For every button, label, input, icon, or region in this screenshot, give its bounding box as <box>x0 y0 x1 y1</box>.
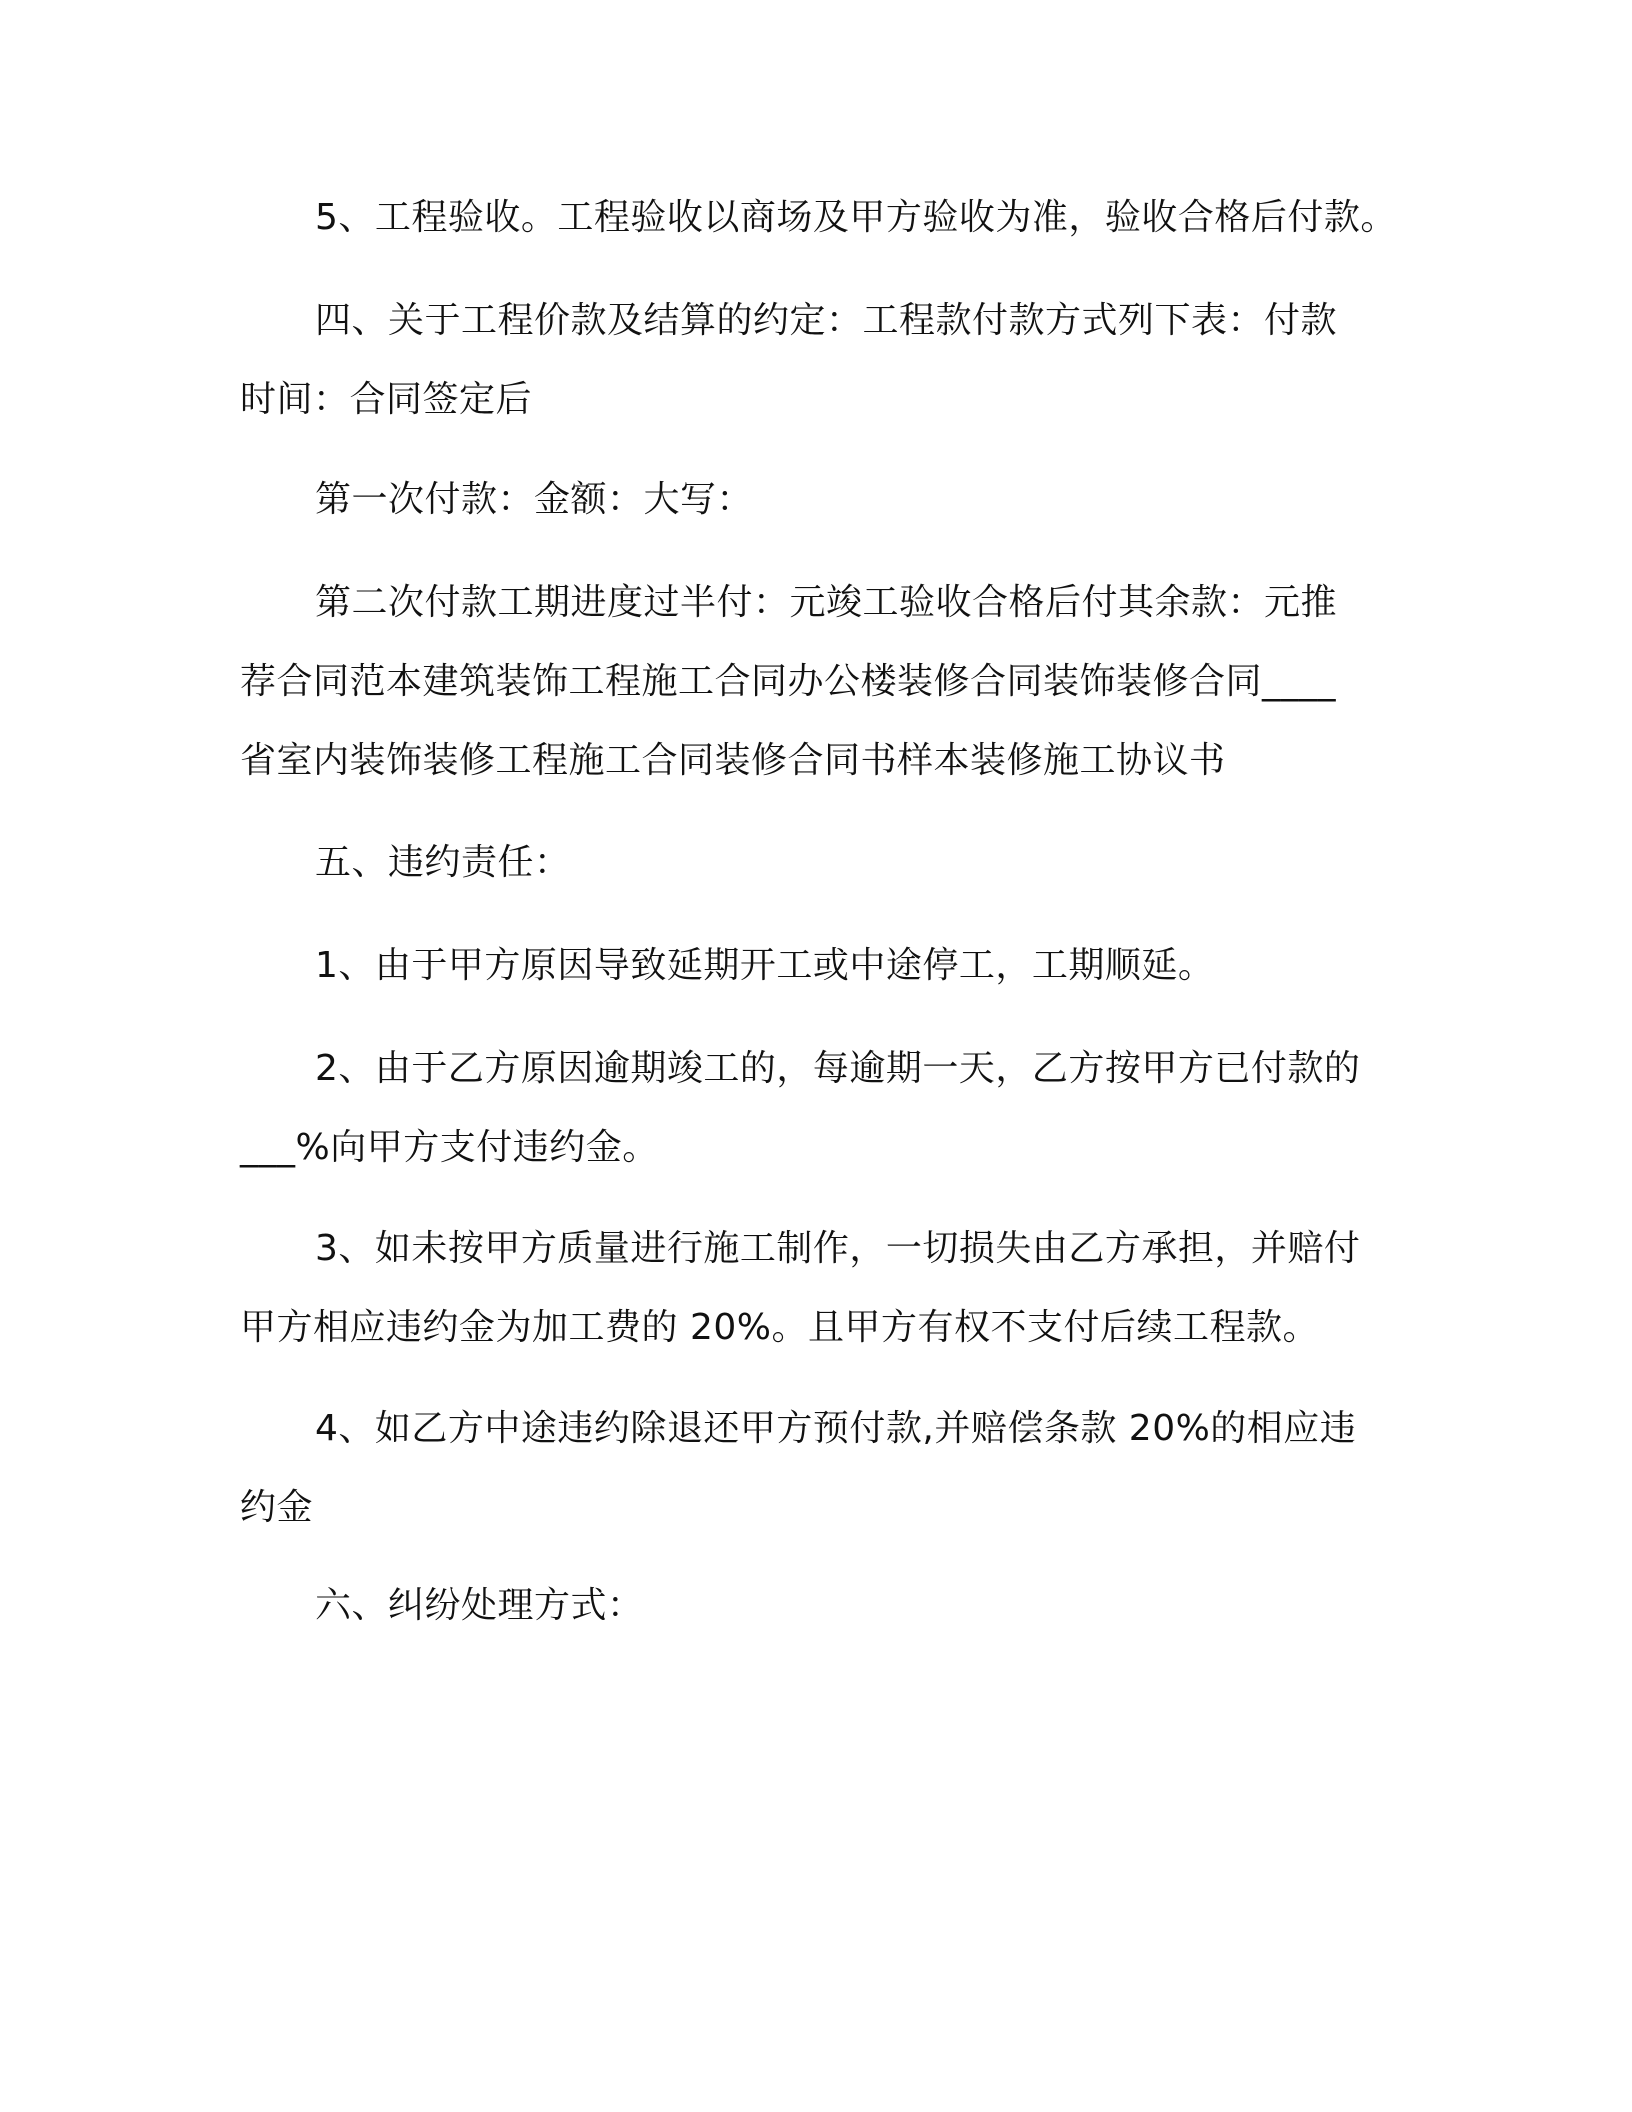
paragraph-section-four-payment <box>240 281 1380 439</box>
text-line: 六、纠纷处理方式： <box>315 1585 644 1626</box>
paragraph-section-six-disputes <box>240 1566 1380 1645</box>
text-line: 时间：合同签定后 <box>240 379 533 420</box>
text-line: 第一次付款：金额：大写： <box>315 479 754 520</box>
text-line: 五、违约责任： <box>315 842 571 883</box>
text-line: 4、如乙方中途违约除退还甲方预付款,并赔偿条款 20%的相应违 <box>315 1408 1357 1449</box>
text-line: 甲方相应违约金为加工费的 20%。且甲方有权不支付后续工程款。 <box>240 1307 1319 1348</box>
text-line: 3、如未按甲方质量进行施工制作，一切损失由乙方承担，并赔付 <box>315 1228 1361 1269</box>
text-line: 荐合同范本建筑装饰工程施工合同办公楼装修合同装饰装修合同____ <box>240 661 1337 702</box>
text-line: 约金 <box>240 1487 314 1528</box>
text-line: 省室内装饰装修工程施工合同装修合同书样本装修施工协议书 <box>240 740 1226 781</box>
text-line: 2、由于乙方原因逾期竣工的，每逾期一天，乙方按甲方已付款的 <box>315 1048 1361 1089</box>
paragraph-first-payment <box>240 460 1380 539</box>
paragraph-breach-item-1 <box>240 926 1380 1005</box>
paragraph-breach-item-4 <box>240 1389 1380 1547</box>
paragraph-section-five-breach <box>240 823 1380 902</box>
text-line: 5、工程验收。工程验收以商场及甲方验收为准，验收合格后付款。 <box>315 197 1397 238</box>
paragraph-breach-item-2 <box>240 1029 1380 1187</box>
text-line: 1、由于甲方原因导致延期开工或中途停工，工期顺延。 <box>315 945 1215 986</box>
text-line: 第二次付款工期进度过半付：元竣工验收合格后付其余款：元推 <box>315 582 1338 623</box>
text-line: ___%向甲方支付违约金。 <box>240 1127 659 1168</box>
paragraph-acceptance <box>240 178 1397 257</box>
paragraph-breach-item-3 <box>240 1209 1380 1367</box>
paragraph-second-payment <box>240 563 1380 800</box>
text-line: 四、关于工程价款及结算的约定：工程款付款方式列下表：付款 <box>315 300 1338 341</box>
